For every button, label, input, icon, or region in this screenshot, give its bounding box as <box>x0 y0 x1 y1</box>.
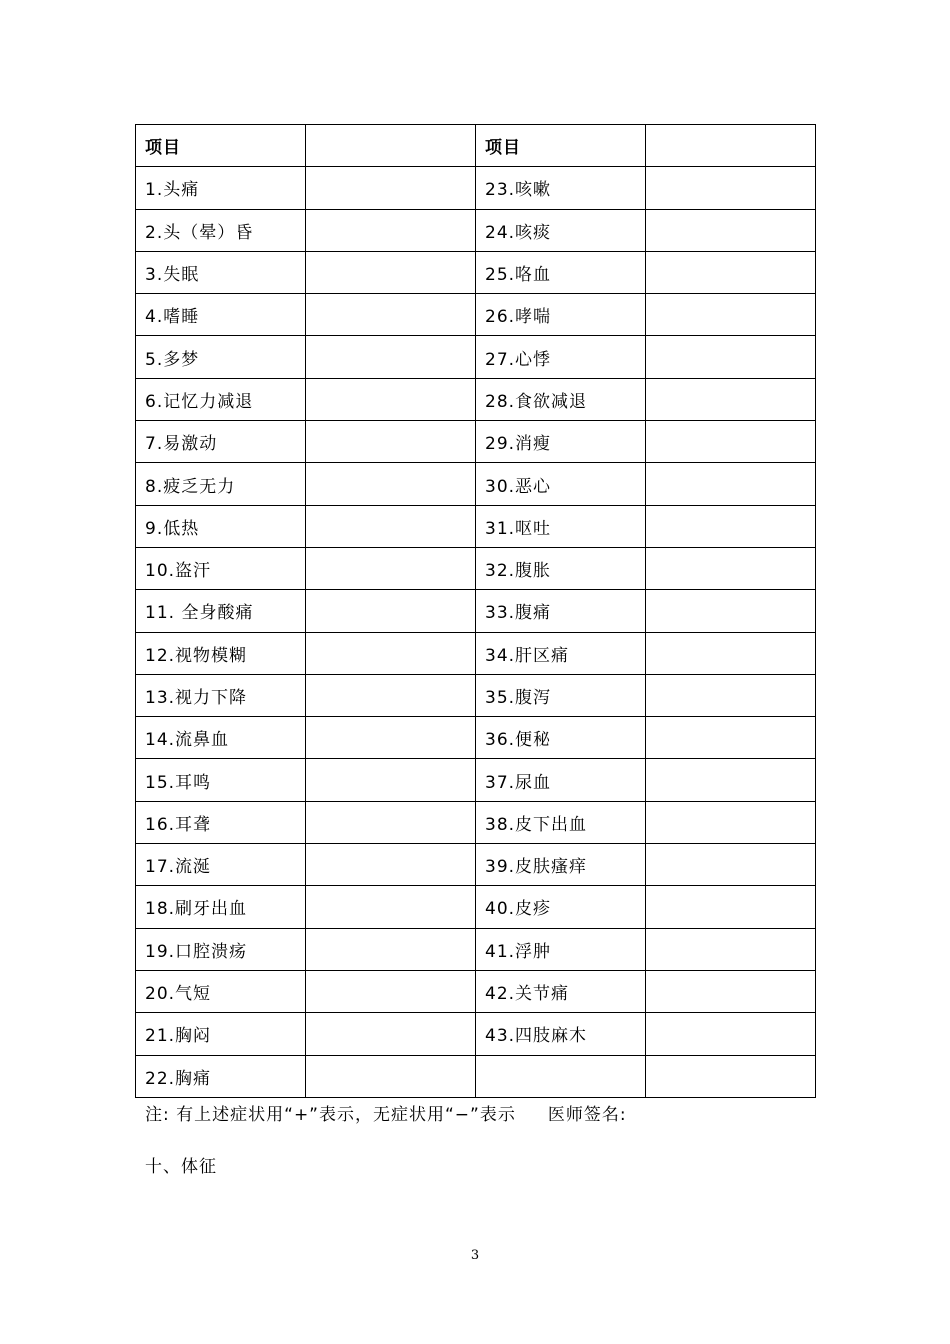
symptom-mark-left[interactable] <box>306 928 476 970</box>
symptom-item-right: 35.腹泻 <box>476 674 646 716</box>
symptom-mark-left[interactable] <box>306 717 476 759</box>
symptom-item-left: 9.低热 <box>136 505 306 547</box>
table-row <box>136 1013 816 1055</box>
table-row <box>136 844 816 886</box>
symptom-item-right: 37.尿血 <box>476 759 646 801</box>
symptom-mark-right[interactable] <box>646 167 816 209</box>
symptom-item-right: 43.四肢麻木 <box>476 1013 646 1055</box>
symptom-mark-right[interactable] <box>646 336 816 378</box>
symptom-item-left: 22.胸痛 <box>136 1055 306 1097</box>
table-row <box>136 759 816 801</box>
symptom-mark-left[interactable] <box>306 547 476 589</box>
symptom-item-left: 21.胸闷 <box>136 1013 306 1055</box>
table-row <box>136 1055 816 1097</box>
symptom-item-right: 38.皮下出血 <box>476 801 646 843</box>
symptom-item-left: 15.耳鸣 <box>136 759 306 801</box>
symptom-mark-right[interactable] <box>646 886 816 928</box>
table-row <box>136 463 816 505</box>
symptom-mark-left[interactable] <box>306 759 476 801</box>
symptom-item-left: 18.刷牙出血 <box>136 886 306 928</box>
symptom-mark-right[interactable] <box>646 632 816 674</box>
symptom-item-left: 3.失眠 <box>136 251 306 293</box>
symptom-table-body <box>136 125 816 1098</box>
symptom-item-right: 33.腹痛 <box>476 590 646 632</box>
symptom-item-left: 6.记忆力减退 <box>136 378 306 420</box>
symptom-mark-right[interactable] <box>646 505 816 547</box>
table-row <box>136 590 816 632</box>
table-row <box>136 801 816 843</box>
symptom-mark-left[interactable] <box>306 1013 476 1055</box>
symptom-item-right: 28.食欲减退 <box>476 378 646 420</box>
table-row <box>136 547 816 589</box>
table-row <box>136 336 816 378</box>
table-row <box>136 505 816 547</box>
table-row <box>136 928 816 970</box>
symptom-mark-right[interactable] <box>646 590 816 632</box>
symptom-item-right: 23.咳嗽 <box>476 167 646 209</box>
header-value-right[interactable] <box>646 125 816 167</box>
symptom-mark-left[interactable] <box>306 463 476 505</box>
table-row <box>136 717 816 759</box>
symptom-mark-left[interactable] <box>306 505 476 547</box>
symptom-item-left: 7.易激动 <box>136 421 306 463</box>
symptom-mark-left[interactable] <box>306 167 476 209</box>
table-row <box>136 209 816 251</box>
symptom-item-right: 34.肝区痛 <box>476 632 646 674</box>
symptom-item-left: 13.视力下降 <box>136 674 306 716</box>
symptom-item-right: 39.皮肤瘙痒 <box>476 844 646 886</box>
symptom-item-right: 26.哮喘 <box>476 294 646 336</box>
symptom-item-left: 17.流涎 <box>136 844 306 886</box>
symptom-mark-left[interactable] <box>306 294 476 336</box>
symptom-item-left: 8.疲乏无力 <box>136 463 306 505</box>
symptom-item-left: 19.口腔溃疡 <box>136 928 306 970</box>
symptom-mark-left[interactable] <box>306 886 476 928</box>
symptom-mark-right[interactable] <box>646 844 816 886</box>
symptom-mark-right[interactable] <box>646 717 816 759</box>
table-row <box>136 674 816 716</box>
symptom-mark-right[interactable] <box>646 463 816 505</box>
table-row <box>136 421 816 463</box>
symptom-mark-left[interactable] <box>306 632 476 674</box>
table-row <box>136 378 816 420</box>
symptom-mark-left[interactable] <box>306 801 476 843</box>
header-item-right: 项目 <box>476 125 646 167</box>
symptom-mark-right[interactable] <box>646 294 816 336</box>
section-heading: 十、体征 <box>145 1157 217 1177</box>
symptom-mark-left[interactable] <box>306 674 476 716</box>
symptom-mark-left[interactable] <box>306 209 476 251</box>
symptom-mark-left[interactable] <box>306 421 476 463</box>
symptom-item-left: 10.盗汗 <box>136 547 306 589</box>
symptom-item-right: 36.便秘 <box>476 717 646 759</box>
symptom-item-right: 24.咳痰 <box>476 209 646 251</box>
symptom-item-left: 12.视物模糊 <box>136 632 306 674</box>
symptom-mark-right[interactable] <box>646 378 816 420</box>
symptom-item-left: 5.多梦 <box>136 336 306 378</box>
table-header-row <box>136 125 816 167</box>
table-row <box>136 970 816 1012</box>
symptom-item-left: 16.耳聋 <box>136 801 306 843</box>
symptom-item-left: 2.头（晕）昏 <box>136 209 306 251</box>
symptom-mark-right[interactable] <box>646 251 816 293</box>
symptom-item-right: 27.心悸 <box>476 336 646 378</box>
symptom-mark-left[interactable] <box>306 336 476 378</box>
symptom-item-right: 41.浮肿 <box>476 928 646 970</box>
symptom-mark-right[interactable] <box>646 1013 816 1055</box>
symptom-item-right: 42.关节痛 <box>476 970 646 1012</box>
symptom-item-left: 4.嗜睡 <box>136 294 306 336</box>
symptom-mark-right[interactable] <box>646 801 816 843</box>
symptom-mark-right[interactable] <box>646 970 816 1012</box>
symptom-item-right: 32.腹胀 <box>476 547 646 589</box>
symptom-item-right: 29.消瘦 <box>476 421 646 463</box>
symptom-item-left: 11. 全身酸痛 <box>136 590 306 632</box>
symptom-mark-right[interactable] <box>646 1055 816 1097</box>
symptom-item-right: 40.皮疹 <box>476 886 646 928</box>
symptom-item-right: 31.呕吐 <box>476 505 646 547</box>
symptom-mark-right[interactable] <box>646 209 816 251</box>
symptom-mark-right[interactable] <box>646 759 816 801</box>
symptom-mark-left[interactable] <box>306 970 476 1012</box>
table-row <box>136 251 816 293</box>
symptom-mark-right[interactable] <box>646 421 816 463</box>
symptom-mark-right[interactable] <box>646 674 816 716</box>
symptom-item-right: 25.咯血 <box>476 251 646 293</box>
symptom-mark-left[interactable] <box>306 844 476 886</box>
table-row <box>136 294 816 336</box>
symptom-item-right <box>476 1055 646 1097</box>
table-note: 注: 有上述症状用“+”表示，无症状用“−”表示 医师签名: <box>145 1105 627 1125</box>
header-value-left[interactable] <box>306 125 476 167</box>
symptom-mark-right[interactable] <box>646 547 816 589</box>
symptom-item-left: 14.流鼻血 <box>136 717 306 759</box>
symptom-item-right: 30.恶心 <box>476 463 646 505</box>
header-item-left: 项目 <box>136 125 306 167</box>
table-row <box>136 167 816 209</box>
symptom-table <box>135 124 816 1098</box>
symptom-mark-left[interactable] <box>306 1055 476 1097</box>
symptom-mark-left[interactable] <box>306 590 476 632</box>
page-number: 3 <box>470 1248 480 1263</box>
symptom-mark-left[interactable] <box>306 378 476 420</box>
symptom-mark-left[interactable] <box>306 251 476 293</box>
symptom-mark-right[interactable] <box>646 928 816 970</box>
table-row <box>136 886 816 928</box>
table-row <box>136 632 816 674</box>
symptom-item-left: 1.头痛 <box>136 167 306 209</box>
symptom-item-left: 20.气短 <box>136 970 306 1012</box>
